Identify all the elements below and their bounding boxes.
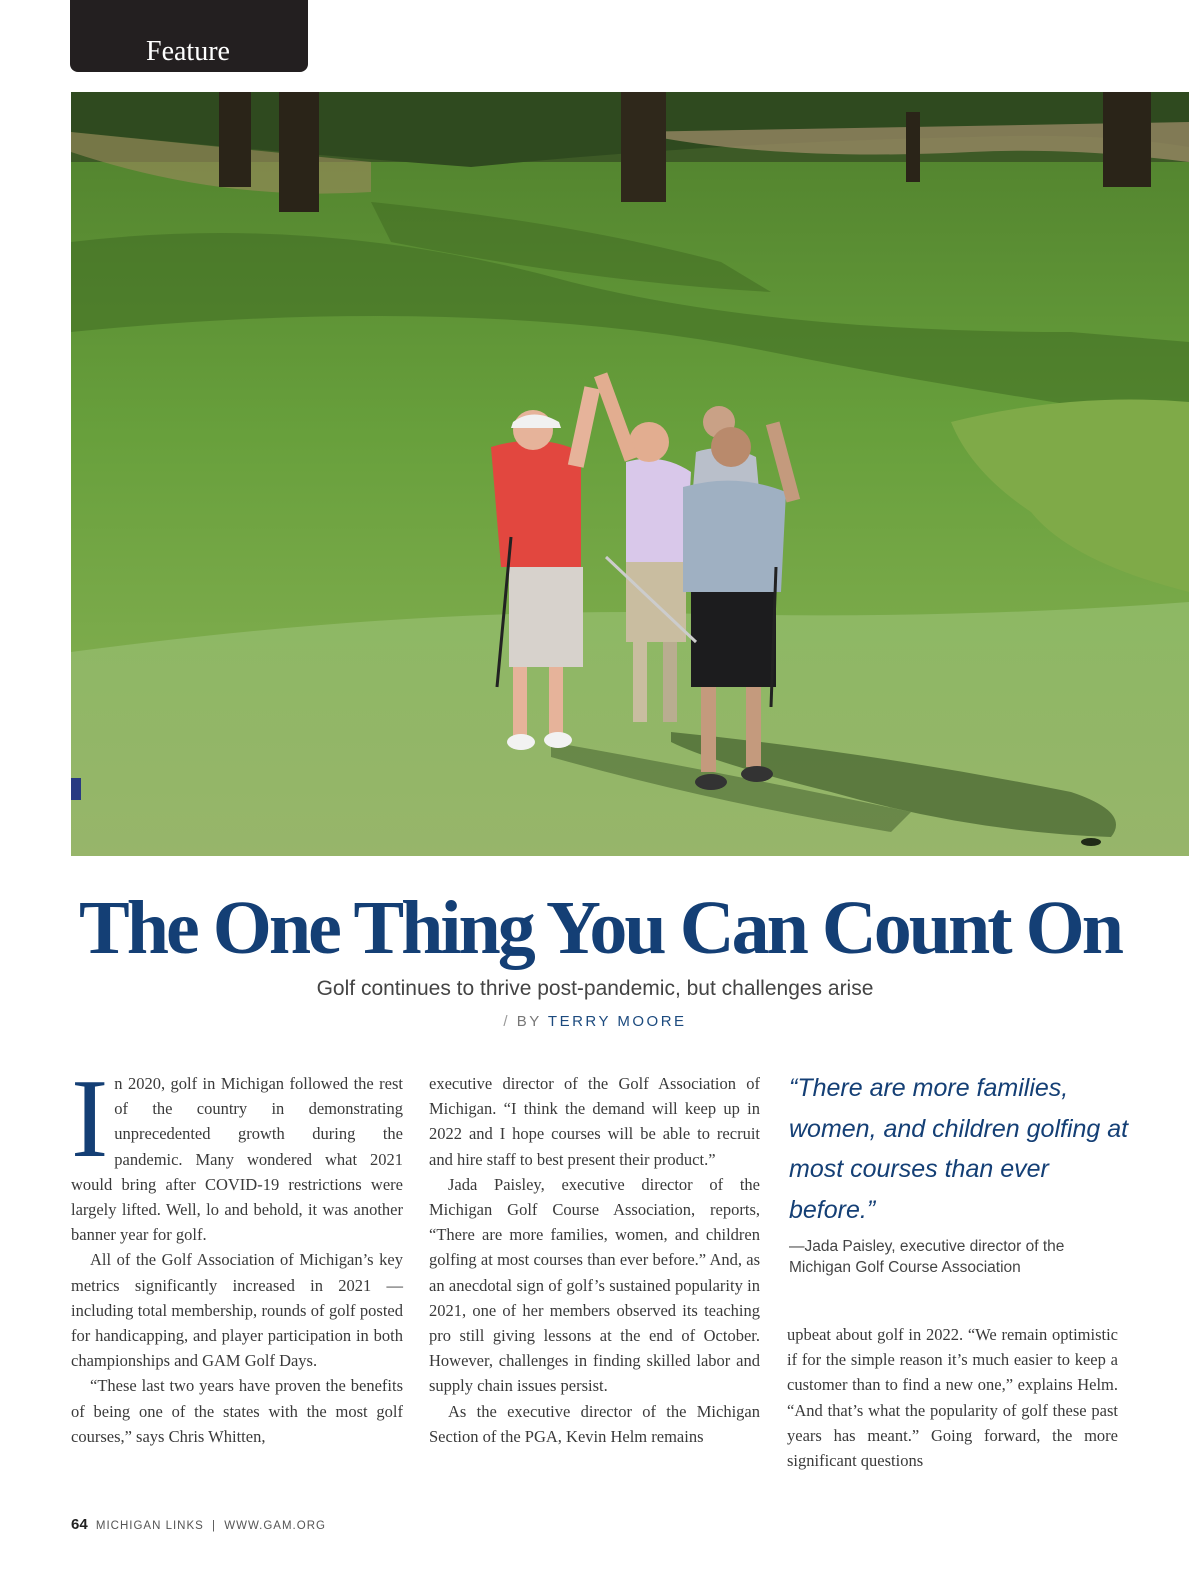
publication-name: MICHIGAN LINKS — [95, 1520, 204, 1532]
article-column-2 — [429, 1071, 760, 1449]
section-tab — [70, 0, 308, 72]
paragraph: “These last two years have proven the benefits of being one of the states with the most golf courses,” says Chris Whitten, — [71, 1376, 403, 1446]
byline-by: BY — [516, 1013, 542, 1030]
paragraph: executive director of the Golf Association of Michigan. “I think the demand will keep up in 2022 and I hope courses will be able to recruit and hire staff to best present their product.” — [429, 1074, 760, 1169]
footer-separator: | — [212, 1520, 217, 1532]
page-number: 64 — [71, 1516, 88, 1533]
byline — [0, 1011, 1190, 1033]
article-headline: The One Thing You Can Count On — [79, 886, 1121, 970]
article-column-1 — [71, 1057, 403, 1449]
pull-quote: “There are more families, women, and children golfing at most courses than ever before.” — [789, 1074, 1129, 1224]
paragraph-text: n 2020, golf in Michigan followed the rest of the country in demonstrating unprecedented growth during the pandemic. Many wondered what 2021 would bring after COVID-19 restrictions were largely lifted. Well, lo and behold, it was another banner year for golf. — [71, 1074, 403, 1245]
paragraph — [71, 1057, 403, 1247]
drop-cap: I — [71, 1057, 109, 1181]
hero-photo — [71, 92, 1189, 856]
article-column-3 — [787, 1322, 1118, 1473]
golfers-photo-illustration — [71, 92, 1189, 856]
byline-author: TERRY MOORE — [547, 1013, 687, 1030]
byline-slash: / — [503, 1013, 511, 1030]
paragraph: As the executive director of the Michigan Section of the PGA, Kevin Helm remains — [429, 1401, 760, 1446]
article-dek: Golf continues to thrive post-pandemic, but challenges arise — [316, 977, 874, 1000]
pull-quote-attribution: —Jada Paisley, executive director of the Michigan Golf Course Association — [789, 1238, 1065, 1276]
paragraph: All of the Golf Association of Michigan’s key metrics significantly increased in 2021 — including total membership, rounds of golf posted for handicapping, and player participation in both championships and GAM Golf Days. — [71, 1250, 403, 1371]
section-tab-label: Feature — [146, 36, 230, 67]
website-link[interactable]: WWW.GAM.ORG — [224, 1520, 326, 1532]
paragraph: upbeat about golf in 2022. “We remain optimistic if for the simple reason it’s much easier to keep a customer than to find a new one,” explains Helm. “And that’s what the popularity of golf these past years has meant.” Going forward, the more significant questions — [787, 1325, 1118, 1471]
paragraph: Jada Paisley, executive director of the Michigan Golf Course Association, reports, “There are more families, women, and children golfing at most courses than ever before.” And, as an anecdotal sign of golf’s sustained popularity in 2021, one of her members observed its teaching pro still giving lessons at the end of October. However, challenges in finding skilled labor and supply chain issues persist. — [429, 1174, 760, 1396]
page-footer — [71, 1515, 326, 1536]
